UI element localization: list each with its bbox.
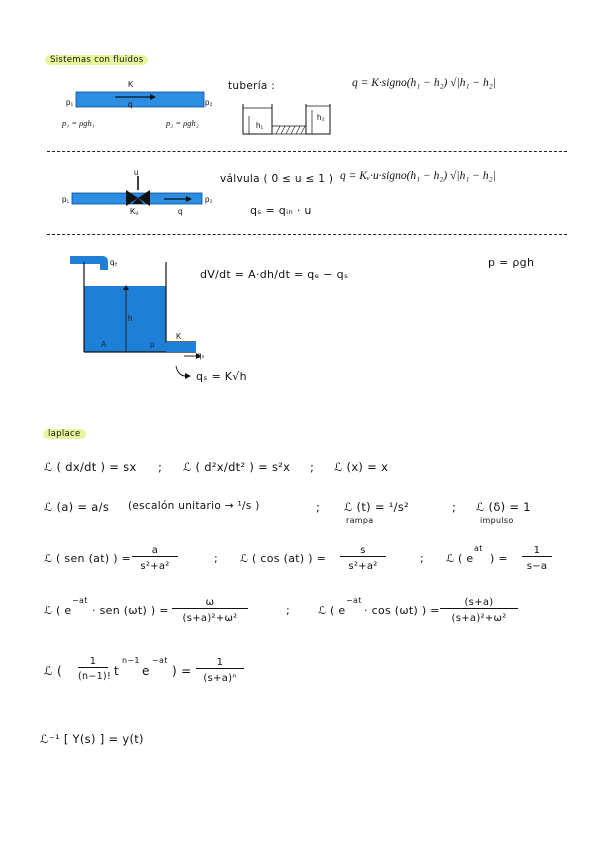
laplace-ramp: ℒ (t) = ¹/s² (344, 500, 410, 514)
divider-1 (47, 151, 567, 152)
laplace-power-open: ℒ ( (44, 664, 63, 678)
inverse-laplace: ℒ⁻¹ [ Y(s) ] = y(t) (40, 732, 144, 746)
pipe-p1-equation: p₁ = ρgh₁ (62, 118, 95, 128)
tank-qs-equation: qₛ = K√h (196, 370, 247, 383)
power-frac-denominator: (n−1)! (78, 671, 112, 682)
valvula-formula: q = Kᵥ·u·signo(h₁ − h₂) √|h₁ − h₂| (340, 170, 496, 182)
section-title-laplace: laplace (43, 429, 86, 439)
tank-K-label: K (176, 332, 182, 341)
laplace-second-derivative: ℒ ( d²x/dt² ) = s²x (183, 460, 291, 474)
sin-numerator: a (132, 545, 178, 557)
impulse-note: impulso (480, 516, 514, 525)
laplace-exp-lhs: ℒ ( e (446, 552, 474, 565)
tuberia-label: tubería : (228, 80, 276, 92)
tank-h-label: h (128, 314, 133, 323)
laplace-variable: ℒ (x) = x (334, 460, 389, 474)
tank-h2-label: h₂ (317, 113, 325, 122)
laplace-impulse: ℒ (δ) = 1 (476, 500, 531, 514)
power-result-numerator: 1 (196, 657, 244, 669)
cos-numerator: s (340, 545, 386, 557)
damped-cos-numerator: (s+a) (440, 597, 518, 609)
tank-diagram (60, 248, 220, 388)
tank-p-label: p (150, 340, 155, 349)
row4-sep: ; (286, 604, 291, 617)
tank-qe-label: qₑ (110, 258, 118, 267)
laplace-step: ℒ (a) = a/s (44, 500, 110, 514)
row3-sep-1: ; (214, 552, 219, 565)
pipe-p2-equation: p₂ = ρgh₂ (166, 118, 199, 128)
damped-cos-superscript: −at (346, 596, 362, 605)
exp-superscript: at (474, 544, 483, 553)
row2-sep-2: ; (452, 500, 457, 514)
tank-qs-label: qₛ (197, 351, 205, 360)
laplace-derivative: ℒ ( dx/dt ) = sx (44, 460, 137, 474)
pipe-q-label: q (128, 100, 133, 109)
valve-qs-equation: qₛ = qᵢₙ · u (250, 204, 312, 217)
valve-u-label: u (134, 168, 139, 177)
row3-sep-2: ; (420, 552, 425, 565)
tank-h1-label: h₁ (256, 121, 264, 130)
section-title-fluids: Sistemas con fluidos (45, 55, 148, 65)
laplace-cos-lhs: ℒ ( cos (at) ) = (240, 552, 327, 565)
valve-p2-label: p₂ (205, 195, 213, 204)
laplace-damped-sin-lhs: ℒ ( e (44, 604, 72, 617)
damped-cos-rest: · cos (ωt) ) = (364, 604, 440, 617)
pipe-p1-label: p₁ (66, 98, 74, 107)
valve-Ku-label: Kᵤ (130, 207, 139, 216)
divider-2 (47, 234, 567, 235)
power-e: e (142, 664, 150, 678)
valve-diagram (58, 168, 228, 220)
power-result-denominator: (s+a)ⁿ (203, 673, 237, 684)
row2-sep-1: ; (316, 500, 321, 514)
ramp-note: rampa (346, 516, 374, 525)
valve-p1-label: p₁ (62, 195, 70, 204)
volume-balance-equation: dV/dt = A·dh/dt = qₑ − qₛ (200, 268, 349, 281)
valvula-label: válvula ( 0 ≤ u ≤ 1 ) (220, 173, 334, 185)
tank-A-label: A (101, 340, 107, 349)
cos-denominator: s²+a² (348, 561, 378, 572)
power-frac-numerator: 1 (78, 656, 108, 668)
step-note: (escalón unitario → ¹/s ) (128, 500, 260, 512)
damped-sin-numerator: ω (172, 597, 248, 609)
row1-sep-1: ; (158, 460, 163, 474)
pressure-equation: p = ρgh (488, 256, 535, 269)
power-t: t (114, 664, 120, 678)
damped-sin-rest: · sen (ωt) ) = (92, 604, 169, 617)
laplace-damped-cos-lhs: ℒ ( e (318, 604, 346, 617)
pipe-p2-label: p₂ (205, 98, 213, 107)
row1-sep-2: ; (310, 460, 315, 474)
sin-denominator: s²+a² (140, 561, 170, 572)
two-tank-diagram (240, 92, 340, 140)
damped-sin-denominator: (s+a)²+ω² (182, 613, 238, 624)
exp-denominator: s−a (526, 561, 548, 572)
power-t-superscript: n−1 (122, 656, 140, 665)
power-close: ) = (172, 664, 192, 678)
power-e-superscript: −at (152, 656, 168, 665)
exp-numerator: 1 (522, 545, 552, 557)
tuberia-formula: q = K·signo(h₁ − h₂) √|h₁ − h₂| (352, 77, 496, 89)
valve-q-label: q (178, 207, 183, 216)
damped-sin-superscript: −at (72, 596, 88, 605)
exp-close: ) = (490, 552, 508, 565)
damped-cos-denominator: (s+a)²+ω² (451, 613, 507, 624)
laplace-sin-lhs: ℒ ( sen (at) ) = (44, 552, 132, 565)
pipe-K-label: K (128, 80, 134, 89)
